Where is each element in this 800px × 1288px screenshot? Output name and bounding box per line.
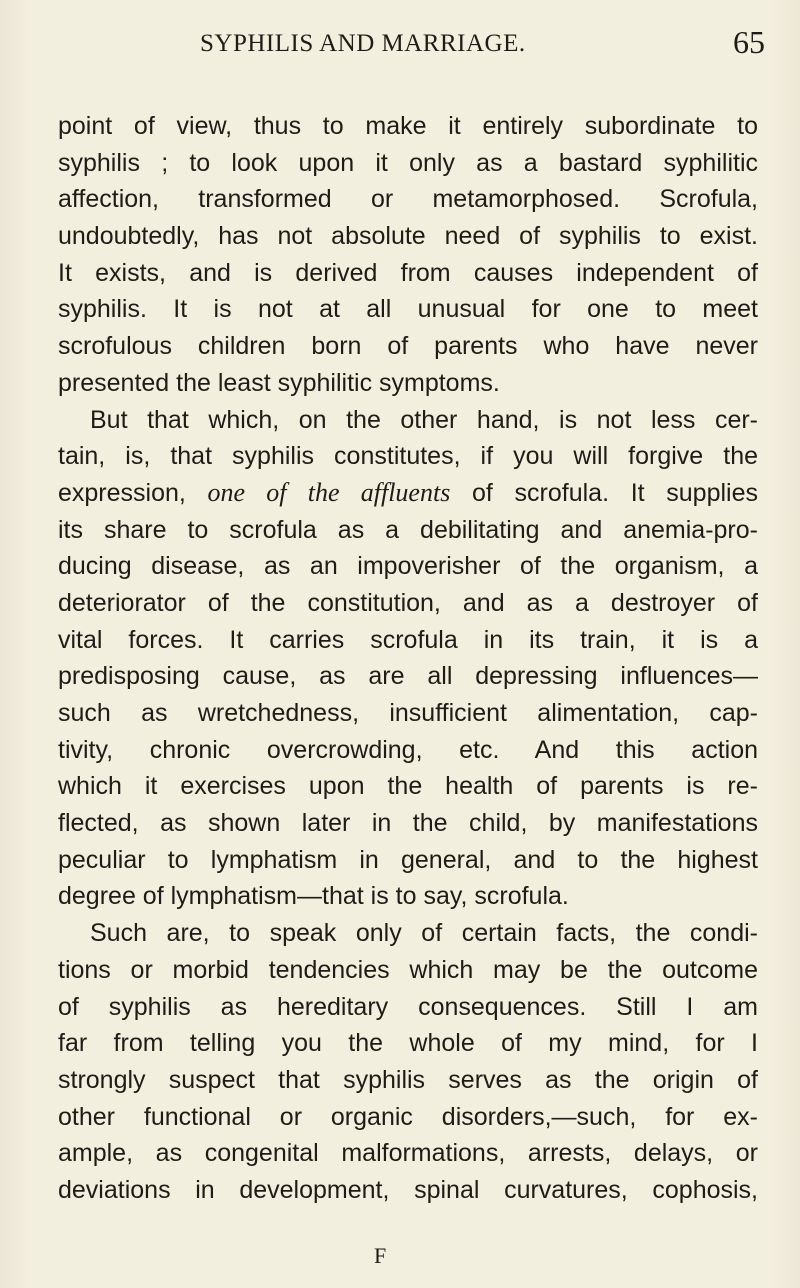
text-line: of syphilis as hereditary consequences. Still I am [58, 992, 758, 1021]
text-line: vital forces. It carries scrofula in its train, it is a [58, 625, 758, 654]
text-line: ample, as congenital malformations, arrests, delays, or [58, 1139, 758, 1168]
text-span: of scrofula. It supplies [450, 478, 758, 507]
text-line: syphilis. It is not at all unusual for one to meet [58, 295, 758, 324]
page-number: 65 [733, 24, 765, 60]
text-line: tivity, chronic overcrowding, etc. And this action [58, 735, 758, 764]
text-line: its share to scrofula as a debilitating and anemia-pro- [58, 515, 758, 544]
text-line: point of view, thus to make it entirely subordinate to [58, 112, 758, 140]
signature-mark: F [374, 1243, 387, 1268]
text-line: other functional or organic disorders,—such, for ex- [58, 1102, 758, 1131]
text-line: scrofulous children born of parents who have never [58, 332, 758, 361]
text-line-with-italic [58, 475, 758, 512]
text-line: It exists, and is derived from causes independent of [58, 258, 758, 287]
text-line: undoubtedly, has not absolute need of syphilis to exist. [58, 222, 758, 251]
body-text [58, 108, 758, 1209]
italic-phrase: one of the affluents [207, 477, 451, 507]
page-header [0, 20, 800, 62]
text-line: far from telling you the whole of my mind, for I [58, 1029, 758, 1058]
text-line: tions or morbid tendencies which may be the outcome [58, 955, 758, 984]
text-line: deviations in development, spinal curvatures, cophosis, [58, 1175, 758, 1204]
text-line: syphilis ; to look upon it only as a bastard syphilitic [58, 148, 758, 177]
text-line: peculiar to lymphatism in general, and to the highest [58, 845, 758, 874]
text-line: deteriorator of the constitution, and as a destroyer of [58, 588, 758, 617]
text-line: strongly suspect that syphilis serves as the origin of [58, 1065, 758, 1094]
text-line: presented the least syphilitic symptoms. [58, 368, 500, 397]
text-line: But that which, on the other hand, is not less cer- [90, 405, 758, 434]
text-line: degree of lymphatism—that is to say, scrofula. [58, 882, 569, 911]
text-line: such as wretchedness, insufficient alimentation, cap- [58, 699, 758, 727]
text-line: flected, as shown later in the child, by manifestations [58, 809, 758, 838]
text-line: tain, is, that syphilis constitutes, if you will forgive the [58, 442, 758, 471]
running-head: SYPHILIS AND MARRIAGE. [200, 30, 526, 57]
text-line: which it exercises upon the health of parents is re- [58, 772, 758, 801]
text-line: predisposing cause, as are all depressing influences— [58, 662, 758, 691]
text-line: Such are, to speak only of certain facts, the condi- [90, 919, 758, 948]
text-span: expression, [58, 478, 208, 507]
text-line: ducing disease, as an impoverisher of the organism, a [58, 552, 758, 581]
text-line: affection, transformed or metamorphosed. Scrofula, [58, 185, 758, 214]
